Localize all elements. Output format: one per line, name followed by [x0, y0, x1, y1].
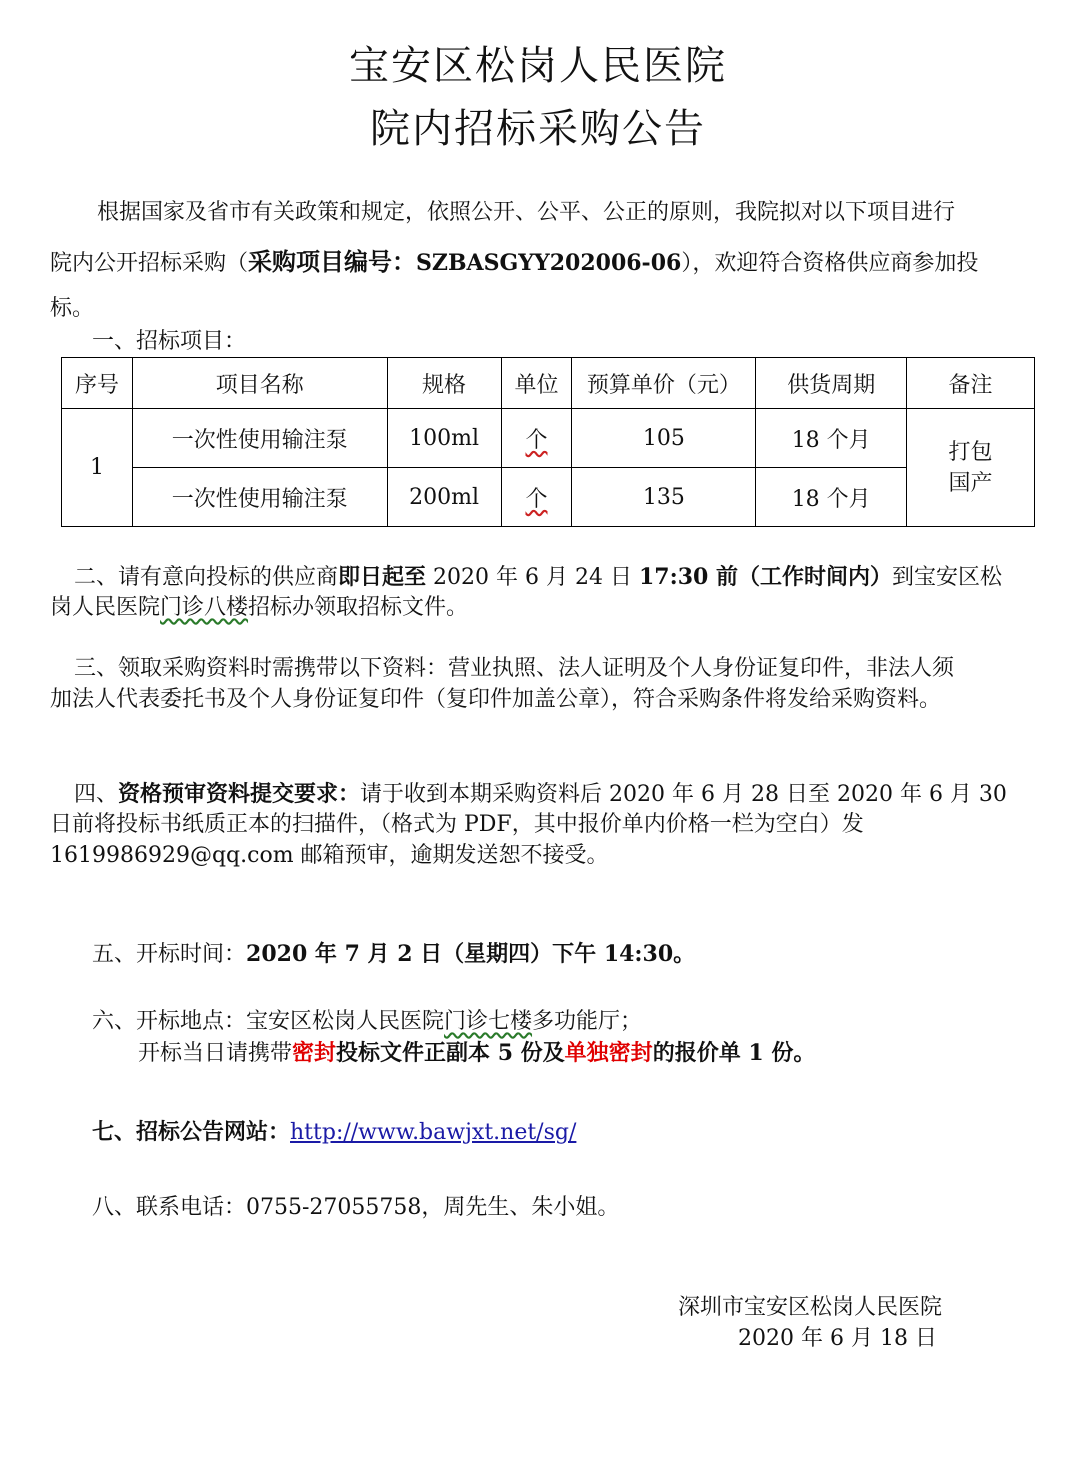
- section-3-line-1: 三、领取采购资料时需携带以下资料：营业执照、法人证明及个人身份证复印件，非法人须: [74, 656, 955, 681]
- cell-spec: 200ml: [387, 468, 501, 527]
- table-row: [62, 468, 1035, 527]
- page-subtitle: 院内招标采购公告: [370, 106, 706, 152]
- section-6-line-1: 六、开标地点：宝安区松岗人民医院门诊七楼多功能厅；: [92, 1009, 643, 1034]
- header-price: 预算单价（元）: [572, 358, 756, 409]
- cell-price: 135: [572, 468, 756, 527]
- header-remark: 备注: [907, 358, 1035, 409]
- section-6-line-2: 开标当日请携带密封投标文件正副本 5 份及单独密封的报价单 1 份。: [138, 1040, 816, 1066]
- section-2-line-1: 二、请有意向投标的供应商即日起至 2020 年 6 月 24 日 17:30 前（工作时间内）到宝安区松: [74, 564, 1002, 590]
- bid-items-table: [61, 357, 1035, 527]
- section-1-title: 一、招标项目：: [92, 329, 247, 354]
- cell-unit: 个: [501, 468, 572, 527]
- section-4-line-1: 四、资格预审资料提交要求：请于收到本期采购资料后 2020 年 6 月 28 日至 2020 年 6 月 30: [74, 781, 1007, 807]
- cell-price: 105: [572, 409, 756, 468]
- cell-remark: 打包 国产: [907, 409, 1035, 527]
- section-4-line-3: 1619986929@qq.com 邮箱预审，逾期发送恕不接受。: [50, 843, 609, 868]
- page-title: 宝安区松岗人民医院: [349, 43, 727, 89]
- cell-period: 18 个月: [756, 468, 907, 527]
- project-code-label: 采购项目编号：: [248, 247, 417, 276]
- section-5: 五、开标时间：2020 年 7 月 2 日（星期四）下午 14:30。: [92, 941, 696, 967]
- section-2-line-2: 岗人民医院门诊八楼招标办领取招标文件。: [50, 595, 469, 620]
- intro-line-1: 根据国家及省市有关政策和规定，依照公开、公平、公正的原则，我院拟对以下项目进行: [97, 200, 956, 225]
- intro-line-3: 标。: [50, 296, 95, 321]
- section-8-contact: 八、联系电话：0755-27055758，周先生、朱小姐。: [92, 1195, 620, 1220]
- cell-name: 一次性使用输注泵: [132, 468, 387, 527]
- cell-name: 一次性使用输注泵: [132, 409, 387, 468]
- table-header-row: [62, 358, 1035, 409]
- header-period: 供货周期: [756, 358, 907, 409]
- cell-seq: 1: [62, 409, 133, 527]
- header-seq: 序号: [62, 358, 133, 409]
- header-unit: 单位: [501, 358, 572, 409]
- cell-spec: 100ml: [387, 409, 501, 468]
- header-name: 项目名称: [132, 358, 387, 409]
- signature-org: 深圳市宝安区松岗人民医院: [678, 1295, 943, 1320]
- section-4-line-2: 日前将投标书纸质正本的扫描件，（格式为 PDF，其中报价单内价格一栏为空白）发: [50, 812, 864, 837]
- website-link[interactable]: http://www.bawjxt.net/sg/: [290, 1120, 577, 1145]
- table-row: [62, 409, 1035, 468]
- cell-period: 18 个月: [756, 409, 907, 468]
- header-spec: 规格: [387, 358, 501, 409]
- project-code: SZBASGYY202006-06: [416, 250, 682, 276]
- section-3-line-2: 加法人代表委托书及个人身份证复印件（复印件加盖公章），符合采购条件将发给采购资料。: [50, 687, 942, 712]
- section-7: 七、招标公告网站：http://www.bawjxt.net/sg/: [92, 1120, 577, 1145]
- intro-line-2: 院内公开招标采购（采购项目编号：SZBASGYY202006-06），欢迎符合资格供应商参加投: [50, 247, 979, 276]
- cell-unit: 个: [501, 409, 572, 468]
- signature-date: 2020 年 6 月 18 日: [738, 1326, 937, 1351]
